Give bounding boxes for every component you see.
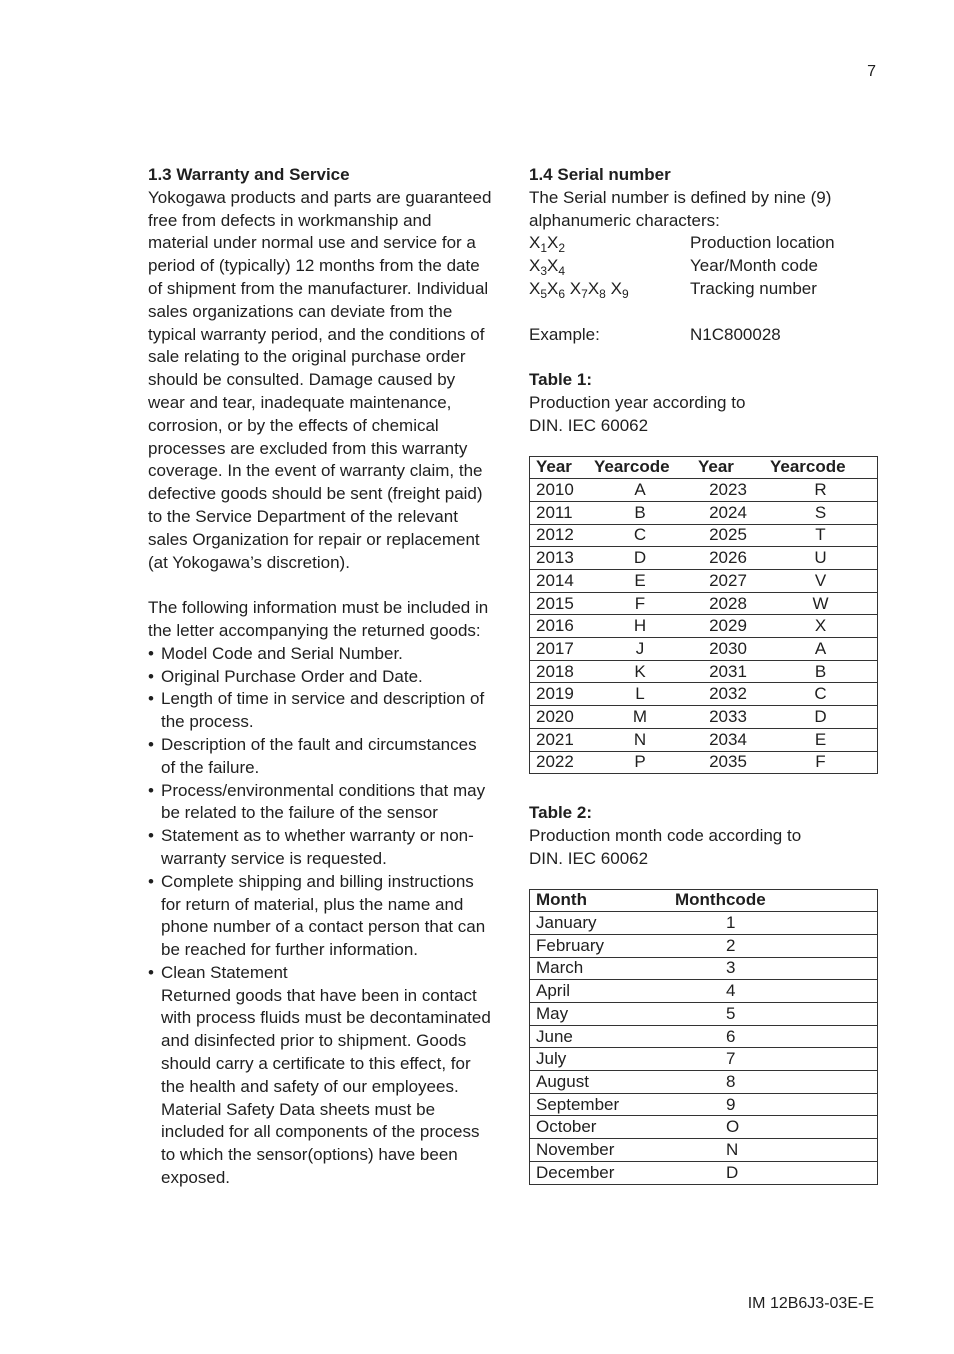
table-cell: January: [530, 912, 670, 935]
table-cell: A: [764, 638, 878, 661]
table-cell: W: [764, 592, 878, 615]
table-header: Year: [530, 456, 589, 479]
table-header: Yearcode: [764, 456, 878, 479]
table-cell: July: [530, 1048, 670, 1071]
table-cell: 4: [669, 980, 878, 1003]
table-cell: 2027: [692, 570, 764, 593]
table-row: [530, 912, 878, 935]
table-row: [530, 660, 878, 683]
table-row: [530, 1093, 878, 1116]
table-row: [530, 980, 878, 1003]
table-cell: 2032: [692, 683, 764, 706]
serial-row-yearmonth: [529, 255, 879, 278]
table-header: Year: [692, 456, 764, 479]
serial-row-location: [529, 232, 879, 255]
page-number: 7: [867, 63, 876, 80]
table-cell: 5: [669, 1003, 878, 1026]
table-cell: E: [764, 728, 878, 751]
serial-code: $X_1X_2$: [529, 233, 566, 256]
table-cell: K: [588, 660, 692, 683]
table-cell: H: [588, 615, 692, 638]
table-cell: 2017: [530, 638, 589, 661]
table-row: [530, 524, 878, 547]
table-cell: September: [530, 1093, 670, 1116]
list-item: • Description of the fault and circumstances of the failure.: [148, 734, 494, 780]
serial-heading: 1.4 Serial number: [529, 165, 671, 184]
table-cell: P: [588, 751, 692, 774]
serial-desc: Production location: [690, 233, 835, 253]
returned-goods-list: [148, 643, 494, 1190]
table-cell: S: [764, 501, 878, 524]
table-row: [530, 1161, 878, 1184]
table-cell: D: [588, 547, 692, 570]
table1-caption: Production year according to DIN. IEC 60062: [529, 392, 746, 435]
table-cell: X: [764, 615, 878, 638]
table-row: [530, 751, 878, 774]
table-row: [530, 1003, 878, 1026]
table2-title: Table 2:: [529, 803, 592, 823]
table-cell: C: [588, 524, 692, 547]
table-row: [530, 1071, 878, 1094]
list-item: • Original Purchase Order and Date.: [148, 666, 494, 689]
table-cell: June: [530, 1025, 670, 1048]
year-code-table: [529, 456, 878, 775]
list-item: • Process/environmental conditions that may be related to the failure of the sensor: [148, 780, 494, 826]
table-row: [530, 638, 878, 661]
warranty-body: Yokogawa products and parts are guaranteed free from defects in workmanship and material under normal use and service for a period of (typically) 12 months from the date of shipment from the manufacturer. Individual sales organizations can deviate from the typical warranty period, and the conditions of sale relating to the original purchase order should be consulted. Damage caused by wear and tear, inadequate maintenance, corrosion, or by the effects of chemical processes are excluded from this warranty coverage. In the event of warranty claim, the defective goods should be sent (freight paid) to the Service Department of the relevant sales Organization for repair or replacement (at Yokogawa’s discretion).: [148, 187, 492, 572]
table-header: Monthcode: [669, 889, 878, 912]
table-header: Month: [530, 889, 670, 912]
table-row: [530, 728, 878, 751]
table-cell: April: [530, 980, 670, 1003]
table-cell: J: [588, 638, 692, 661]
table-cell: 9: [669, 1093, 878, 1116]
table2-caption: Production month code according to DIN. IEC 60062: [529, 825, 802, 868]
table-cell: U: [764, 547, 878, 570]
table-cell: N: [669, 1139, 878, 1162]
serial-code: $X_3X_4$: [529, 256, 566, 279]
table-cell: 2013: [530, 547, 589, 570]
list-item: • Model Code and Serial Number.: [148, 643, 494, 666]
example-value: N1C800028: [690, 324, 781, 344]
table-cell: 2016: [530, 615, 589, 638]
table-cell: L: [588, 683, 692, 706]
table-row: [530, 1139, 878, 1162]
table-cell: M: [588, 706, 692, 729]
table-cell: March: [530, 957, 670, 980]
list-item: • Length of time in service and description of the process.: [148, 688, 494, 734]
table-row: [530, 1025, 878, 1048]
table-cell: 1: [669, 912, 878, 935]
month-code-table: [529, 889, 878, 1185]
table-cell: 2020: [530, 706, 589, 729]
table-cell: N: [588, 728, 692, 751]
serial-desc: Tracking number: [690, 278, 817, 298]
table-cell: 8: [669, 1071, 878, 1094]
table-cell: 2035: [692, 751, 764, 774]
table-cell: B: [588, 501, 692, 524]
table-cell: 2014: [530, 570, 589, 593]
table-row: [530, 547, 878, 570]
table-row: [530, 479, 878, 502]
warranty-heading: 1.3 Warranty and Service: [148, 165, 350, 184]
table-cell: 2021: [530, 728, 589, 751]
table-cell: 2023: [692, 479, 764, 502]
clean-statement-text: Returned goods that have been in contact with process fluids must be decontaminated and disinfected prior to shipment. Goods should carry a certificate to this effect, for the health and safety of our employees. Material Safety Data sheets must be included for all components of the process to which the sensor(options) have been exposed.: [161, 985, 491, 1188]
table-cell: 2011: [530, 501, 589, 524]
serial-desc: Year/Month code: [690, 256, 818, 276]
table-cell: 6: [669, 1025, 878, 1048]
table-header-row: [530, 889, 878, 912]
table-cell: O: [669, 1116, 878, 1139]
document-code: IM 12B6J3-03E-E: [747, 1295, 874, 1312]
table-cell: D: [764, 706, 878, 729]
table-row: [530, 501, 878, 524]
table-cell: R: [764, 479, 878, 502]
serial-example: [529, 324, 879, 347]
table-row: [530, 570, 878, 593]
table-cell: December: [530, 1161, 670, 1184]
serial-code: $X_5X_6$ $X_7X_8$ $X_9$: [529, 278, 629, 301]
table-row: [530, 706, 878, 729]
table-cell: 2012: [530, 524, 589, 547]
table-cell: D: [669, 1161, 878, 1184]
list-item-clean-statement: [148, 962, 494, 1190]
table-cell: V: [764, 570, 878, 593]
table-cell: 2018: [530, 660, 589, 683]
table-cell: 2024: [692, 501, 764, 524]
table-cell: February: [530, 934, 670, 957]
table-cell: August: [530, 1071, 670, 1094]
table-cell: 2019: [530, 683, 589, 706]
table-cell: B: [764, 660, 878, 683]
table-cell: 7: [669, 1048, 878, 1071]
table-cell: T: [764, 524, 878, 547]
table-cell: 2026: [692, 547, 764, 570]
clean-statement-title: Clean Statement: [161, 962, 288, 982]
table-cell: 2010: [530, 479, 589, 502]
returned-goods-intro: The following information must be included in the letter accompanying the returned goods:: [148, 598, 489, 640]
table-cell: A: [588, 479, 692, 502]
table-row: [530, 934, 878, 957]
table-cell: E: [588, 570, 692, 593]
table-cell: 2029: [692, 615, 764, 638]
list-item: • Complete shipping and billing instructions for return of material, plus the name and phone number of a contact person that can be reached for further information.: [148, 871, 494, 962]
table-row: [530, 615, 878, 638]
table-cell: 2028: [692, 592, 764, 615]
table-cell: 2033: [692, 706, 764, 729]
table-cell: 2030: [692, 638, 764, 661]
table-header: Yearcode: [588, 456, 692, 479]
serial-row-tracking: [529, 278, 879, 301]
table-cell: 2015: [530, 592, 589, 615]
example-label: Example:: [529, 324, 600, 344]
list-item: • Statement as to whether warranty or non-warranty service is requested.: [148, 825, 494, 871]
table-cell: C: [764, 683, 878, 706]
serial-intro: The Serial number is defined by nine (9) alphanumeric characters:: [529, 187, 832, 230]
serial-section: [529, 164, 879, 1185]
table1-title: Table 1:: [529, 370, 592, 390]
table-row: [530, 1116, 878, 1139]
table-cell: F: [588, 592, 692, 615]
table-row: [530, 683, 878, 706]
table-row: [530, 1048, 878, 1071]
table-cell: 2034: [692, 728, 764, 751]
table-cell: F: [764, 751, 878, 774]
table-cell: 2022: [530, 751, 589, 774]
warranty-section: [148, 164, 494, 1190]
table-cell: 2031: [692, 660, 764, 683]
table-cell: November: [530, 1139, 670, 1162]
table-cell: May: [530, 1003, 670, 1026]
table-row: [530, 592, 878, 615]
table-row: [530, 957, 878, 980]
table-cell: 2025: [692, 524, 764, 547]
table-cell: October: [530, 1116, 670, 1139]
table-header-row: [530, 456, 878, 479]
table-cell: 2: [669, 934, 878, 957]
table-cell: 3: [669, 957, 878, 980]
